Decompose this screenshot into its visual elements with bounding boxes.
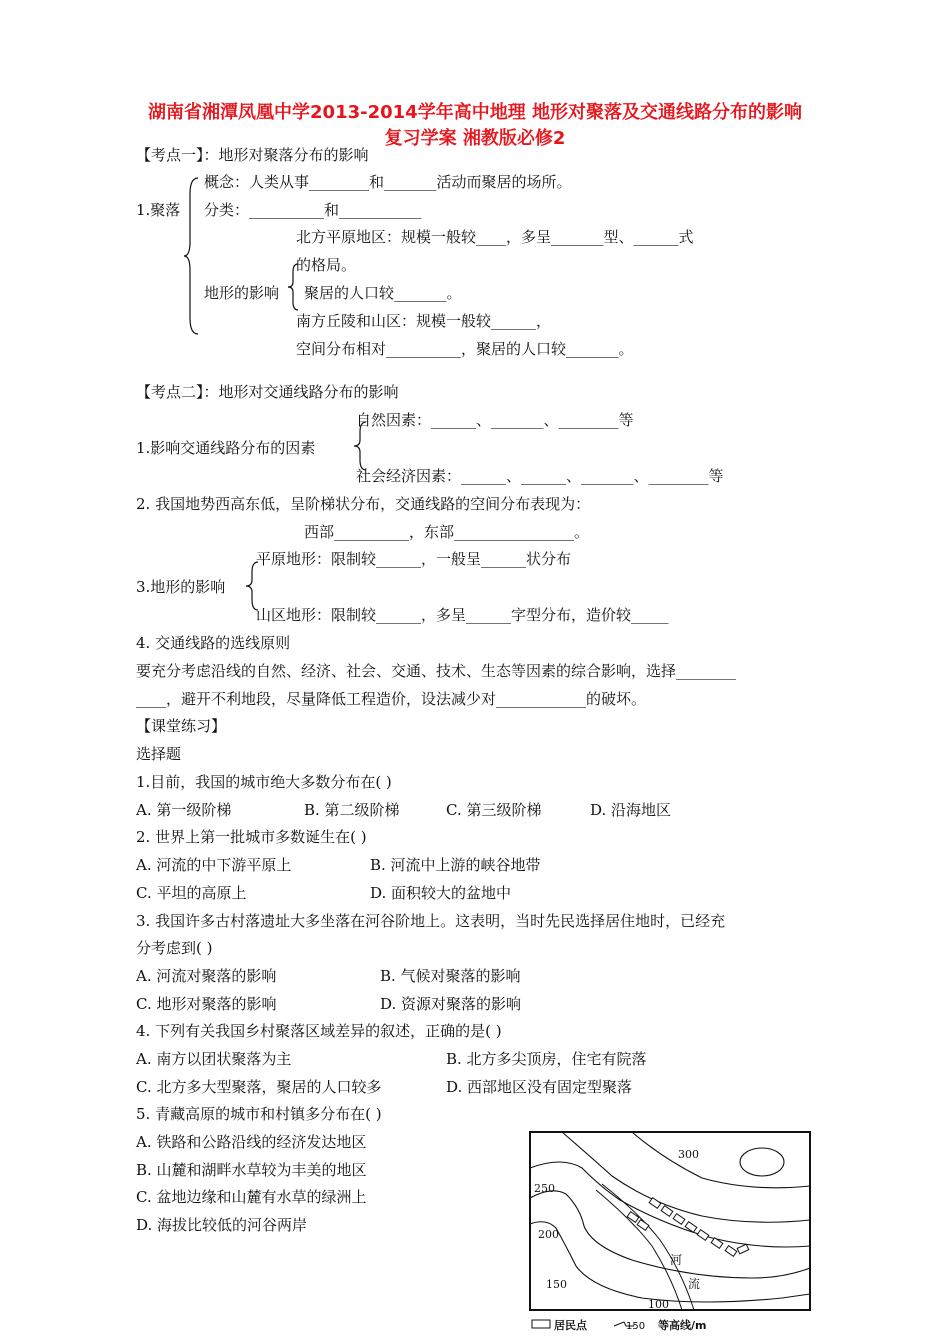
kaodian1-terrain-brace [288,262,300,312]
kaodian1-north-line3: 聚居的人口较_______。 [304,284,462,302]
kaodian1-north-line2: 的格局。 [296,256,357,274]
question-3-option-a: A. 河流对聚落的影响 [136,967,277,985]
kaodian2-q4: 4. 交通线路的选线原则 [136,634,291,652]
contour-label-300: 300 [678,1148,699,1161]
question-2-option-b: B. 河流中上游的峡谷地带 [370,856,541,874]
contour-map [522,1128,818,1344]
river-label-1: 河 [670,1253,683,1267]
practice-type: 选择题 [136,745,182,763]
kaodian2-q2-sub: 西部__________，东部________________。 [304,523,590,541]
question-3-stem-cont: 分考虑到( ) [136,939,213,957]
river-label-2: 流 [688,1277,701,1291]
legend-contour-value: 150 [626,1321,646,1332]
contour-label-150: 150 [546,1278,567,1291]
kaodian2-mountain: 山区地形：限制较______，多呈______字型分布，造价较_____ [256,606,669,624]
kaodian2-brace [354,420,368,472]
kaodian2-natural: 自然因素：______、_______、________等 [356,411,634,429]
legend-settlement-symbol [532,1320,550,1328]
kaodian1-category: 分类：__________和___________ [204,201,422,219]
question-1-option-a: A. 第一级阶梯 [136,801,232,819]
kaodian1-heading: 【考点一】：地形对聚落分布的影响 [136,146,369,164]
kaodian2-heading: 【考点二】：地形对交通线路分布的影响 [136,383,399,401]
question-4-option-b: B. 北方多尖顶房，住宅有院落 [446,1050,647,1068]
contour-label-250: 250 [534,1182,555,1195]
question-3-option-c: C. 地形对聚落的影响 [136,995,277,1013]
question-2-option-a: A. 河流的中下游平原上 [136,856,292,874]
question-2-option-d: D. 面积较大的盆地中 [370,884,512,902]
kaodian1-label: 1.聚落 [136,201,181,219]
question-2-stem: 2. 世界上第一批城市多数诞生在( ) [136,828,367,846]
question-1-option-c: C. 第三级阶梯 [446,801,542,819]
practice-heading: 【课堂练习】 [136,717,227,735]
question-4-stem: 4. 下列有关我国乡村聚落区域差异的叙述，正确的是( ) [136,1022,502,1040]
kaodian1-north-line1: 北方平原地区：规模一般较____，多呈_______型、______式 [296,228,694,246]
legend-settlement-label: 居民点 [554,1319,587,1332]
question-1-stem: 1.目前，我国的城市绝大多数分布在( ) [136,773,392,791]
contour-label-200: 200 [538,1228,559,1241]
kaodian2-q3-label: 3.地形的影响 [136,578,226,596]
kaodian1-south-line1: 南方丘陵和山区：规模一般较______， [296,312,552,330]
kaodian1-concept: 概念：人类从事________和_______活动而聚居的场所。 [204,173,572,191]
map-frame [530,1132,810,1310]
question-4-option-c: C. 北方多大型聚落，聚居的人口较多 [136,1078,382,1096]
kaodian1-brace [184,176,202,336]
kaodian2-q4-p1: 要充分考虑沿线的自然、经济、社会、交通、技术、生态等因素的综合影响，选择________ [136,662,737,680]
question-5-option-c: C. 盆地边缘和山麓有水草的绿洲上 [136,1188,367,1206]
page-title-line1: 湖南省湘潭凤凰中学2013-2014学年高中地理 地形对聚落及交通线路分布的影响 [148,102,802,123]
kaodian2-q2: 2. 我国地势西高东低，呈阶梯状分布，交通线路的空间分布表现为： [136,495,591,513]
question-1-option-d: D. 沿海地区 [590,801,672,819]
question-5-stem: 5. 青藏高原的城市和村镇多分布在( ) [136,1105,382,1123]
kaodian2-q4-p2: ____，避开不利地段，尽量降低工程造价，设法减少对____________的破坏。 [136,690,647,708]
page-title-line2: 复习学案 湘教版必修2 [384,128,566,149]
kaodian2-q1-label: 1.影响交通线路分布的因素 [136,439,316,457]
question-1-option-b: B. 第二级阶梯 [304,801,400,819]
kaodian1-south-line2: 空间分布相对__________，聚居的人口较_______。 [296,340,634,358]
question-3-stem: 3. 我国许多古村落遗址大多坐落在河谷阶地上。这表明，当时先民选择居住地时，已经充 [136,912,726,930]
legend-contour-label: 等高线/m [658,1319,707,1332]
question-2-option-c: C. 平坦的高原上 [136,884,247,902]
question-4-option-d: D. 西部地区没有固定型聚落 [446,1078,633,1096]
question-3-option-b: B. 气候对聚落的影响 [380,967,521,985]
kaodian2-plain: 平原地形：限制较______，一般呈______状分布 [256,550,572,568]
question-3-option-d: D. 资源对聚落的影响 [380,995,522,1013]
question-4-option-a: A. 南方以团状聚落为主 [136,1050,292,1068]
contour-label-100: 100 [648,1298,669,1311]
kaodian1-terrain-label: 地形的影响 [204,284,280,302]
kaodian2-social: 社会经济因素：______、______、_______、________等 [356,467,724,485]
question-5-option-b: B. 山麓和湖畔水草较为丰美的地区 [136,1161,367,1179]
question-5-option-a: A. 铁路和公路沿线的经济发达地区 [136,1133,367,1151]
question-5-option-d: D. 海拔比较低的河谷两岸 [136,1216,308,1234]
